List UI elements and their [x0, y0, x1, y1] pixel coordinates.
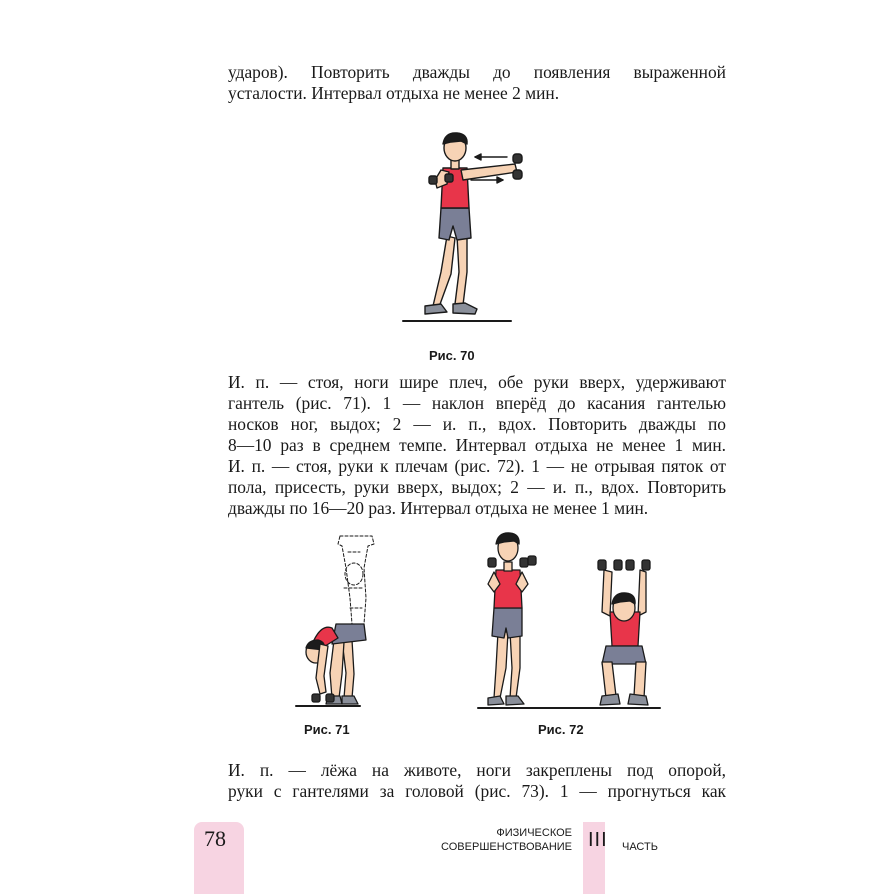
page-number: 78 [204, 826, 226, 851]
figure-71-illustration [292, 528, 376, 712]
figure-72-illustration [470, 528, 670, 712]
paragraph-3 [228, 760, 726, 802]
text-line: ударов). Повторить дважды до появления выраженной [228, 62, 726, 82]
text-line: пола, присесть, руки вверх, выдох; 2 — и. п., вдох. Повторить [228, 477, 726, 497]
figure-70-illustration [395, 122, 545, 327]
figure-72-caption: Рис. 72 [538, 722, 584, 737]
part-numeral: III [588, 829, 608, 851]
text-line: усталости. Интервал отдыха не менее 2 мин. [228, 83, 560, 103]
section-title [412, 826, 572, 854]
text-line: И. п. — лёжа на животе, ноги закреплены под опорой, [228, 760, 726, 780]
section-title-line-2: СОВЕРШЕНСТВОВАНИЕ [441, 841, 572, 853]
text-line: 8—10 раз в среднем темпе. Интервал отдыха не менее 1 мин. [228, 435, 726, 455]
paragraph-2 [228, 372, 726, 519]
text-line: И. п. — стоя, руки к плечам (рис. 72). 1 — не отрывая пяток от [228, 456, 726, 476]
text-line: руки с гантелями за головой (рис. 73). 1 — прогнуться как [228, 781, 726, 801]
part-label: ЧАСТЬ [622, 841, 658, 853]
figure-71-caption: Рис. 71 [304, 722, 350, 737]
text-line: дважды по 16—20 раз. Интервал отдыха не менее 1 мин. [228, 498, 649, 518]
section-title-line-1: ФИЗИЧЕСКОЕ [496, 827, 572, 839]
text-line: И. п. — стоя, ноги шире плеч, обе руки вверх, удерживают [228, 372, 726, 392]
figure-70-caption: Рис. 70 [429, 348, 475, 363]
text-line: носков ног, выдох; 2 — и. п., вдох. Повторить дважды по [228, 414, 726, 434]
text-line: гантель (рис. 71). 1 — наклон вперёд до касания гантелью [228, 393, 726, 413]
paragraph-1 [228, 62, 726, 104]
